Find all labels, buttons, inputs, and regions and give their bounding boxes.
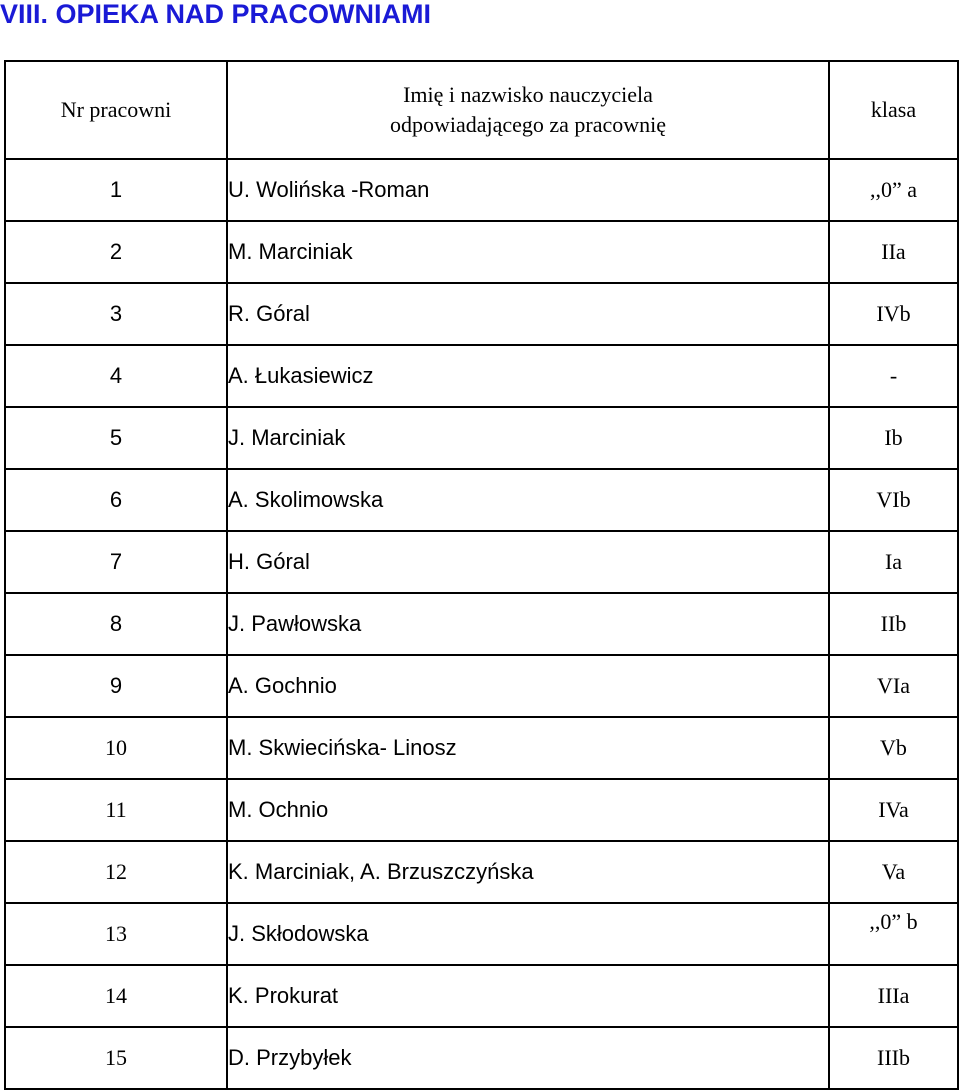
table-header-row <box>5 61 958 159</box>
workshop-number: 3 <box>5 283 227 345</box>
table-row <box>5 283 958 345</box>
table-row <box>5 531 958 593</box>
workshop-number: 14 <box>5 965 227 1027</box>
class-label: IIa <box>829 221 958 283</box>
table-row <box>5 779 958 841</box>
class-label: - <box>829 345 958 407</box>
teacher-name: J. Marciniak <box>227 407 829 469</box>
class-label: VIa <box>829 655 958 717</box>
header-teacher <box>227 61 829 159</box>
class-label: Va <box>829 841 958 903</box>
teacher-name: J. Pawłowska <box>227 593 829 655</box>
header-klasa: klasa <box>829 61 958 159</box>
section-heading: VIII. OPIEKA NAD PRACOWNIAMI <box>0 0 432 29</box>
teacher-name: R. Góral <box>227 283 829 345</box>
class-label: IIIa <box>829 965 958 1027</box>
teacher-name: A. Gochnio <box>227 655 829 717</box>
table-row <box>5 407 958 469</box>
teacher-name: K. Marciniak, A. Brzuszczyńska <box>227 841 829 903</box>
teacher-name: J. Skłodowska <box>227 903 829 965</box>
class-label: Ia <box>829 531 958 593</box>
table-row <box>5 469 958 531</box>
table-row <box>5 221 958 283</box>
workshop-number: 2 <box>5 221 227 283</box>
teacher-name: A. Łukasiewicz <box>227 345 829 407</box>
teacher-name: M. Marciniak <box>227 221 829 283</box>
teacher-name: A. Skolimowska <box>227 469 829 531</box>
table-row <box>5 965 958 1027</box>
table-row <box>5 903 958 965</box>
class-label: IVa <box>829 779 958 841</box>
workshop-number: 15 <box>5 1027 227 1089</box>
workshop-number: 11 <box>5 779 227 841</box>
table-row <box>5 159 958 221</box>
workshop-number: 4 <box>5 345 227 407</box>
workshop-number: 10 <box>5 717 227 779</box>
class-label-text: ,,0” b <box>869 909 918 934</box>
table-row <box>5 345 958 407</box>
workshop-number: 7 <box>5 531 227 593</box>
teacher-name: H. Góral <box>227 531 829 593</box>
workshop-number: 8 <box>5 593 227 655</box>
class-label <box>829 903 958 965</box>
class-label: IVb <box>829 283 958 345</box>
teacher-name: U. Wolińska -Roman <box>227 159 829 221</box>
table-row <box>5 841 958 903</box>
header-teacher-line1: Imię i nazwisko nauczyciela <box>403 82 653 107</box>
teacher-name: M. Skwiecińska- Linosz <box>227 717 829 779</box>
workshop-number: 5 <box>5 407 227 469</box>
class-label: IIb <box>829 593 958 655</box>
teacher-name: K. Prokurat <box>227 965 829 1027</box>
workshop-number: 9 <box>5 655 227 717</box>
workshop-number: 13 <box>5 903 227 965</box>
workshop-number: 6 <box>5 469 227 531</box>
class-label: ,,0” a <box>829 159 958 221</box>
table-row <box>5 717 958 779</box>
workshop-supervision-table <box>4 60 959 1090</box>
class-label: Ib <box>829 407 958 469</box>
teacher-name: D. Przybyłek <box>227 1027 829 1089</box>
class-label: VIb <box>829 469 958 531</box>
class-label: Vb <box>829 717 958 779</box>
workshop-number: 1 <box>5 159 227 221</box>
workshop-number: 12 <box>5 841 227 903</box>
header-nr: Nr pracowni <box>5 61 227 159</box>
table-row <box>5 1027 958 1089</box>
table-row <box>5 593 958 655</box>
teacher-name: M. Ochnio <box>227 779 829 841</box>
table-row <box>5 655 958 717</box>
class-label: IIIb <box>829 1027 958 1089</box>
header-teacher-line2: odpowiadającego za pracownię <box>389 112 667 137</box>
